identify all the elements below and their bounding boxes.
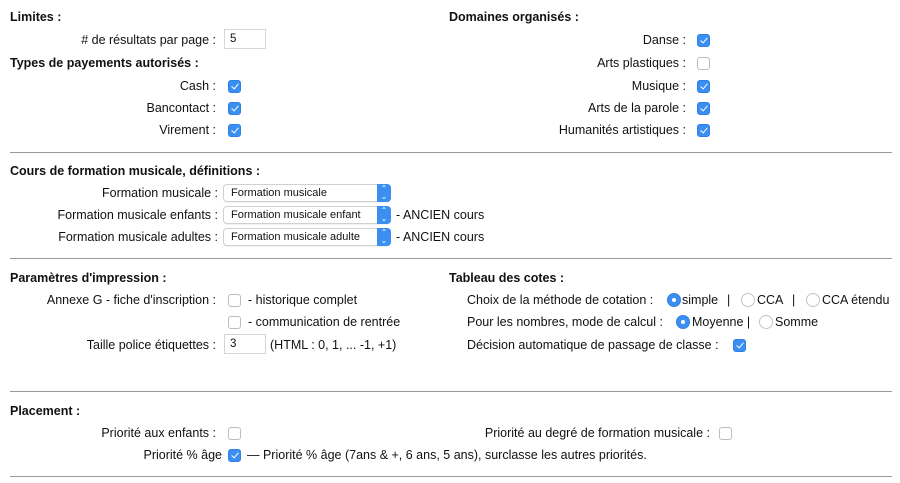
domaine-arts-parole-checkbox[interactable] (697, 102, 710, 115)
cotation-method-label: Choix de la méthode de cotation : (467, 293, 654, 307)
formation-adultes-select-value: Formation musicale adulte (231, 231, 361, 243)
degree-priority-checkbox[interactable] (719, 427, 732, 440)
domaines-title: Domaines organisés : (449, 10, 579, 24)
placement-title: Placement : (10, 404, 81, 418)
age-priority-note: — Priorité % âge (7ans & +, 6 ans, 5 ans), surclasse les autres priorités. (247, 448, 647, 462)
formation-title: Cours de formation musicale, définitions : (10, 164, 261, 178)
domaine-arts-parole-label: Arts de la parole : (588, 101, 686, 115)
chevron-updown-icon: ⌃ ⌄ (377, 228, 391, 246)
formation-adultes-note: - ANCIEN cours (396, 230, 485, 244)
separator (10, 391, 892, 392)
age-priority-label: Priorité % âge (143, 448, 222, 462)
payment-cash-checkbox[interactable] (228, 80, 241, 93)
chevron-updown-icon: ⌃ ⌄ (377, 206, 391, 224)
calc-moyenne-label: Moyenne | (692, 315, 751, 329)
domaine-arts-plastiques-checkbox[interactable] (697, 57, 710, 70)
results-per-page-input[interactable] (224, 29, 266, 49)
cotation-simple-label: simple (682, 293, 719, 307)
calc-somme-radio[interactable] (759, 315, 773, 329)
annexe-communication-label: - communication de rentrée (248, 315, 401, 329)
cotation-cca-etendu-radio[interactable] (806, 293, 820, 307)
domaine-humanites-label: Humanités artistiques : (558, 123, 686, 137)
annexe-historique-label: - historique complet (248, 293, 358, 307)
children-priority-checkbox[interactable] (228, 427, 241, 440)
cotation-separator: | (792, 293, 796, 307)
auto-passage-label: Décision automatique de passage de classe : (467, 338, 719, 352)
domaine-musique-label: Musique : (631, 79, 686, 93)
payment-bancontact-label: Bancontact : (146, 101, 216, 115)
limites-title: Limites : (10, 10, 62, 24)
age-priority-checkbox[interactable] (228, 449, 241, 462)
auto-passage-checkbox[interactable] (733, 339, 746, 352)
formation-enfants-note: - ANCIEN cours (396, 208, 485, 222)
font-size-input[interactable] (224, 334, 266, 354)
domaine-danse-checkbox[interactable] (697, 34, 710, 47)
calc-somme-label: Somme (775, 315, 819, 329)
payment-bancontact-checkbox[interactable] (228, 102, 241, 115)
cotation-simple-radio[interactable] (667, 293, 681, 307)
payment-cash-label: Cash : (179, 79, 216, 93)
domaine-musique-checkbox[interactable] (697, 80, 710, 93)
calc-moyenne-radio[interactable] (676, 315, 690, 329)
payment-virement-checkbox[interactable] (228, 124, 241, 137)
formation-musicale-label: Formation musicale : (101, 186, 218, 200)
formation-musicale-select[interactable] (223, 184, 391, 202)
chevron-updown-icon: ⌃ ⌄ (377, 184, 391, 202)
annexe-communication-checkbox[interactable] (228, 316, 241, 329)
impression-title: Paramètres d'impression : (10, 271, 167, 285)
cotation-separator: | (727, 293, 731, 307)
font-size-label: Taille police étiquettes : (86, 338, 216, 352)
separator (10, 476, 892, 477)
cotation-cca-radio[interactable] (741, 293, 755, 307)
font-size-hint: (HTML : 0, 1, ... -1, +1) (270, 338, 397, 352)
degree-priority-label: Priorité au degré de formation musicale : (484, 426, 710, 440)
cotation-cca-etendu-label: CCA étendu (822, 293, 890, 307)
children-priority-label: Priorité aux enfants : (101, 426, 216, 440)
cotes-title: Tableau des cotes : (449, 271, 565, 285)
domaine-danse-label: Danse : (642, 33, 686, 47)
formation-musicale-select-value: Formation musicale (231, 187, 327, 199)
formation-enfants-select[interactable] (223, 206, 391, 224)
annexe-g-label: Annexe G - fiche d'inscription : (46, 293, 216, 307)
formation-enfants-label: Formation musicale enfants : (57, 208, 218, 222)
payments-title: Types de payements autorisés : (10, 56, 199, 70)
separator (10, 258, 892, 259)
annexe-historique-checkbox[interactable] (228, 294, 241, 307)
formation-adultes-label: Formation musicale adultes : (58, 230, 218, 244)
calc-mode-label: Pour les nombres, mode de calcul : (467, 315, 663, 329)
cotation-cca-label: CCA (757, 293, 784, 307)
formation-enfants-select-value: Formation musicale enfant (231, 209, 361, 221)
payment-virement-label: Virement : (159, 123, 216, 137)
results-per-page-label: # de résultats par page : (81, 33, 216, 47)
separator (10, 152, 892, 153)
domaine-humanites-checkbox[interactable] (697, 124, 710, 137)
domaine-arts-plastiques-label: Arts plastiques : (597, 56, 686, 70)
formation-adultes-select[interactable] (223, 228, 391, 246)
